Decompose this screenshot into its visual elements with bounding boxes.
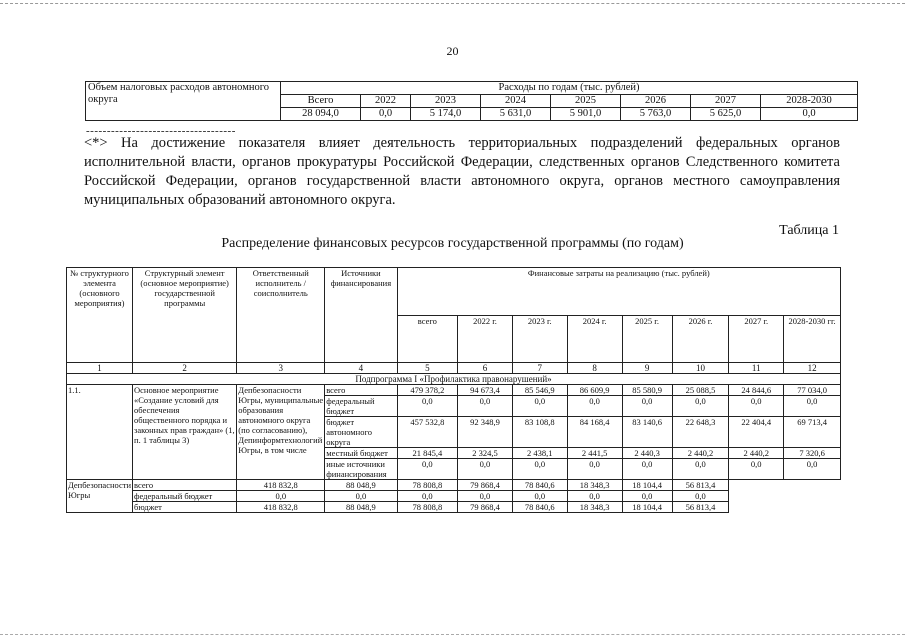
table-number: Таблица 1 [779, 223, 839, 238]
table-row [67, 385, 841, 396]
amount-cell: 24 844,6 [729, 385, 784, 396]
tax-col-header: 2028-2030 [761, 95, 858, 108]
tax-expenditure-table [85, 81, 858, 121]
amount-cell: 2 441,5 [567, 448, 622, 459]
column-number: 4 [325, 363, 397, 374]
amount-cell: 0,0 [397, 459, 457, 480]
amount-cell: 0,0 [622, 459, 672, 480]
amount-cell: 0,0 [397, 396, 457, 417]
amount-cell: 18 104,4 [622, 502, 672, 513]
bottom-scan-edge [0, 634, 905, 635]
amount-cell: 18 348,3 [567, 502, 622, 513]
tax-col-header: 2025 [551, 95, 621, 108]
amount-cell: 85 546,9 [512, 385, 567, 396]
amount-cell: 0,0 [237, 491, 325, 502]
group1-rows [67, 385, 841, 480]
column-number: 5 [397, 363, 457, 374]
amount-cell: 25 088,5 [672, 385, 729, 396]
column-number: 3 [237, 363, 325, 374]
funding-source-cell: всего [133, 480, 237, 491]
tax-value: 5 901,0 [551, 108, 621, 121]
amount-cell: 2 324,5 [458, 448, 513, 459]
column-number: 9 [622, 363, 672, 374]
tax-value: 5 625,0 [691, 108, 761, 121]
amount-cell: 79 868,4 [458, 480, 513, 491]
tax-value: 0,0 [361, 108, 411, 121]
tax-col-header: 2023 [410, 95, 480, 108]
table-row [67, 491, 841, 502]
amount-cell: 0,0 [784, 396, 841, 417]
funding-source-cell: бюджет [133, 502, 237, 513]
amount-cell: 88 048,9 [325, 502, 397, 513]
amount-cell: 22 404,4 [729, 417, 784, 448]
header-executor: Ответственный исполнитель / соисполнитель [237, 268, 325, 363]
column-number: 1 [67, 363, 133, 374]
amount-cell: 78 840,6 [512, 502, 567, 513]
year-column-header: 2025 г. [622, 315, 672, 363]
tax-table-label: Объем налоговых расходов автономного округа [86, 82, 281, 121]
item-name: Основное мероприятие «Создание условий для обеспечения общественного порядка и законных прав граждан» (1, п. 1 таблицы 3) [133, 385, 237, 480]
amount-cell: 0,0 [512, 459, 567, 480]
tax-table-group-header: Расходы по годам (тыс. рублей) [281, 82, 858, 95]
amount-cell: 2 438,1 [512, 448, 567, 459]
amount-cell: 0,0 [458, 491, 513, 502]
top-scan-edge [0, 3, 905, 4]
amount-cell: 88 048,9 [325, 480, 397, 491]
amount-cell: 85 580,9 [622, 385, 672, 396]
amount-cell: 77 034,0 [784, 385, 841, 396]
group2-rows [67, 480, 841, 513]
amount-cell: 78 840,6 [512, 480, 567, 491]
amount-cell: 0,0 [325, 491, 397, 502]
footnote-separator: ------------------------------------ [86, 125, 236, 137]
year-column-header: 2026 г. [672, 315, 729, 363]
column-number: 10 [672, 363, 729, 374]
amount-cell: 94 673,4 [458, 385, 513, 396]
amount-cell: 0,0 [397, 491, 457, 502]
amount-cell: 78 808,8 [397, 480, 457, 491]
header-num: № структурного элемента (основного мероприятия) [67, 268, 133, 363]
amount-cell: 0,0 [512, 396, 567, 417]
table-row [67, 502, 841, 513]
amount-cell: 22 648,3 [672, 417, 729, 448]
amount-cell: 0,0 [512, 491, 567, 502]
year-column-header: всего [397, 315, 457, 363]
amount-cell: 2 440,3 [622, 448, 672, 459]
amount-cell: 84 168,4 [567, 417, 622, 448]
amount-cell: 18 348,3 [567, 480, 622, 491]
amount-cell: 2 440,2 [672, 448, 729, 459]
amount-cell: 78 808,8 [397, 502, 457, 513]
tax-col-header: Всего [281, 95, 361, 108]
amount-cell: 418 832,8 [237, 502, 325, 513]
amount-cell: 0,0 [567, 491, 622, 502]
year-column-header: 2028-2030 гг. [784, 315, 841, 363]
executor-cell: Депбезопасности Югры [67, 480, 133, 513]
financial-resources-table [66, 267, 841, 513]
executor-cell: Депбезопасности Югры, муниципальные образования автономного округа (по согласованию), Депинформтехнологий Югры, в том числе [237, 385, 325, 480]
item-number: 1.1. [67, 385, 133, 480]
amount-cell: 0,0 [567, 396, 622, 417]
amount-cell: 0,0 [622, 491, 672, 502]
amount-cell: 0,0 [672, 396, 729, 417]
header-element: Структурный элемент (основное мероприятие) государственной программы [133, 268, 237, 363]
amount-cell: 0,0 [458, 459, 513, 480]
column-number: 7 [512, 363, 567, 374]
amount-cell: 0,0 [729, 396, 784, 417]
amount-cell: 0,0 [784, 459, 841, 480]
amount-cell: 2 440,2 [729, 448, 784, 459]
amount-cell: 418 832,8 [237, 480, 325, 491]
amount-cell: 0,0 [567, 459, 622, 480]
column-number: 12 [784, 363, 841, 374]
funding-source-cell: бюджет автономного округа [325, 417, 397, 448]
tax-value: 28 094,0 [281, 108, 361, 121]
tax-col-header: 2024 [480, 95, 550, 108]
amount-cell: 83 108,8 [512, 417, 567, 448]
amount-cell: 92 348,9 [458, 417, 513, 448]
amount-cell: 18 104,4 [622, 480, 672, 491]
funding-source-cell: федеральный бюджет [325, 396, 397, 417]
column-number: 8 [567, 363, 622, 374]
funding-source-cell: местный бюджет [325, 448, 397, 459]
tax-value: 5 763,0 [621, 108, 691, 121]
amount-cell: 0,0 [729, 459, 784, 480]
amount-cell: 69 713,4 [784, 417, 841, 448]
amount-cell: 0,0 [458, 396, 513, 417]
funding-source-cell: всего [325, 385, 397, 396]
year-column-header: 2023 г. [512, 315, 567, 363]
tax-col-header: 2027 [691, 95, 761, 108]
amount-cell: 56 813,4 [672, 502, 729, 513]
amount-cell: 7 320,6 [784, 448, 841, 459]
amount-cell: 83 140,6 [622, 417, 672, 448]
amount-cell: 0,0 [672, 459, 729, 480]
column-number: 2 [133, 363, 237, 374]
amount-cell: 56 813,4 [672, 480, 729, 491]
column-number: 11 [729, 363, 784, 374]
amount-cell: 0,0 [622, 396, 672, 417]
footnote-paragraph: <*> На достижение показателя влияет деятельность территориальных подразделений федеральных органов исполнительной власти, органов прокуратуры Российской Федерации, следственных органов Следственного комитета Российской Федерации, органов государственной власти автономного округа, органов местного самоуправления муниципальных образований автономного округа. [84, 135, 840, 208]
amount-cell: 86 609,9 [567, 385, 622, 396]
column-number: 6 [458, 363, 513, 374]
tax-value: 5 631,0 [480, 108, 550, 121]
tax-value: 0,0 [761, 108, 858, 121]
funding-source-cell: федеральный бюджет [133, 491, 237, 502]
subprogram-title: Подпрограмма I «Профилактика правонарушений» [67, 374, 841, 385]
tax-value: 5 174,0 [410, 108, 480, 121]
page-number: 20 [446, 44, 459, 58]
funding-source-cell: иные источники финансирования [325, 459, 397, 480]
header-source: Источники финансирования [325, 268, 397, 363]
year-column-header: 2027 г. [729, 315, 784, 363]
header-financing-group: Финансовые затраты на реализацию (тыс. рублей) [397, 268, 840, 316]
tax-col-header: 2022 [361, 95, 411, 108]
amount-cell: 479 378,2 [397, 385, 457, 396]
year-column-header: 2024 г. [567, 315, 622, 363]
amount-cell: 457 532,8 [397, 417, 457, 448]
table-title: Распределение финансовых ресурсов государственной программы (по годам) [221, 236, 684, 251]
amount-cell: 21 845,4 [397, 448, 457, 459]
year-column-header: 2022 г. [458, 315, 513, 363]
tax-col-header: 2026 [621, 95, 691, 108]
amount-cell: 79 868,4 [458, 502, 513, 513]
amount-cell: 0,0 [672, 491, 729, 502]
table-row [67, 480, 841, 491]
